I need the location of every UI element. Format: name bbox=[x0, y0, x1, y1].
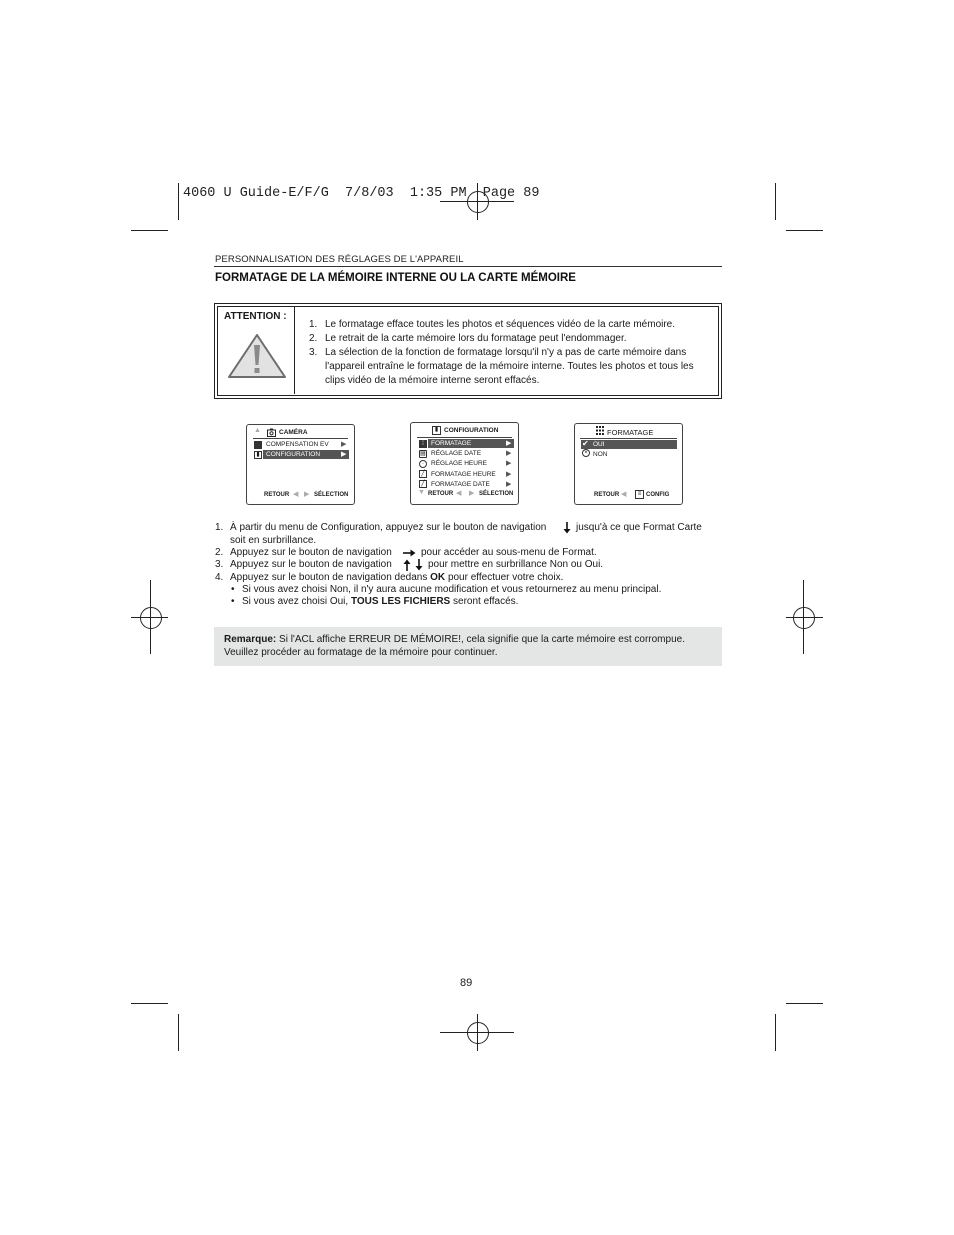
attention-divider bbox=[294, 307, 295, 394]
crop-mark bbox=[131, 230, 168, 231]
screen-separator bbox=[417, 437, 512, 438]
time-format-icon: ╱ bbox=[419, 470, 427, 478]
nav-up-icon: ▲ bbox=[254, 427, 261, 434]
menu-item-formatage-heure[interactable]: FORMATAGE HEURE bbox=[431, 471, 496, 478]
footer-back[interactable]: RETOUR bbox=[594, 492, 620, 498]
screen-title: CAMÉRA bbox=[279, 429, 308, 436]
step-number: 4. bbox=[215, 572, 224, 583]
nav-left-icon: ◀ bbox=[456, 490, 462, 497]
lcd-screen-configuration bbox=[410, 422, 519, 505]
note-line: Remarque: Si l'ACL affiche ERREUR DE MÉMOIRE!, cela signifie que la carte mémoire est corrompue. bbox=[224, 634, 685, 645]
registration-mark bbox=[140, 607, 162, 629]
menu-item-formatage[interactable]: FORMATAGE bbox=[428, 439, 514, 448]
step-text: À partir du menu de Configuration, appuyez sur le bouton de navigation bbox=[230, 522, 547, 533]
page-number: 89 bbox=[460, 977, 473, 989]
attention-item: 3. La sélection de la fonction de formatage lorsqu'il n'y a pas de carte mémoire dans l'appareil entraîne le formatage de la mémoire interne. Toutes les photos et tous les clips vidéo de la mémoire interne seront effacés. bbox=[309, 347, 694, 386]
config-icon: ▮ bbox=[432, 426, 441, 435]
arrow-right-icon: ▶ bbox=[506, 440, 512, 447]
crop-mark bbox=[178, 183, 179, 220]
clock-icon: · bbox=[419, 460, 427, 468]
footer-select[interactable]: SÉLECTION bbox=[314, 492, 349, 498]
footer-config[interactable]: CONFIG bbox=[646, 492, 670, 498]
step-text: soit en surbrillance. bbox=[230, 535, 317, 546]
attention-label: ATTENTION : bbox=[224, 311, 287, 322]
step-text: jusqu'à ce que Format Carte bbox=[576, 522, 702, 533]
step-text: Appuyez sur le bouton de navigation dedans OK pour effectuer votre choix. bbox=[230, 572, 564, 583]
attention-list bbox=[309, 318, 704, 388]
arrow-right-icon: ▶ bbox=[506, 481, 512, 488]
nav-down-icon: ▼ bbox=[418, 489, 425, 496]
running-head: PERSONNALISATION DES RÉGLAGES DE L'APPAREIL bbox=[215, 254, 464, 265]
menu-icon: ≡ bbox=[635, 490, 644, 499]
section-title: FORMATAGE DE LA MÉMOIRE INTERNE OU LA CARTE MÉMOIRE bbox=[215, 272, 576, 284]
arrow-up-icon bbox=[403, 559, 411, 571]
bullet-icon: • bbox=[231, 584, 235, 595]
crop-mark bbox=[775, 183, 776, 220]
arrow-right-icon: ▶ bbox=[506, 450, 512, 457]
note-line: Veuillez procéder au formatage de la mémoire pour continuer. bbox=[224, 647, 498, 658]
menu-item-compensation-ev[interactable]: COMPENSATION EV bbox=[266, 441, 329, 448]
screen-title: FORMATAGE bbox=[607, 428, 654, 437]
crop-mark bbox=[178, 1014, 179, 1051]
date-format-icon: ╱ bbox=[419, 480, 427, 488]
menu-item-configuration[interactable]: CONFIGURATION bbox=[263, 450, 349, 459]
step-text: Appuyez sur le bouton de navigation bbox=[230, 559, 392, 570]
screen-title: CONFIGURATION bbox=[444, 427, 499, 434]
step-number: 3. bbox=[215, 559, 224, 570]
cancel-icon: × bbox=[582, 449, 590, 457]
registration-mark bbox=[467, 1022, 489, 1044]
printer-slug: 4060 U Guide-E/F/G 7/8/03 1:35 PM Page 89 bbox=[183, 186, 540, 201]
screen-separator bbox=[580, 438, 677, 439]
camera-icon bbox=[267, 428, 276, 437]
arrow-right-icon: ▶ bbox=[506, 460, 512, 467]
footer-select[interactable]: SÉLECTION bbox=[479, 491, 514, 497]
bullet-text: Si vous avez choisi Non, il n'y aura aucune modification et vous retournerez au menu principal. bbox=[242, 584, 662, 595]
option-non[interactable]: NON bbox=[593, 451, 608, 458]
calendar-icon: ▤ bbox=[420, 451, 426, 457]
step-text: pour accéder au sous-menu de Format. bbox=[421, 547, 597, 558]
note-label: Remarque: bbox=[224, 634, 277, 645]
crop-mark bbox=[786, 1003, 823, 1004]
step-number: 2. bbox=[215, 547, 224, 558]
crop-mark bbox=[775, 1014, 776, 1051]
crop-mark bbox=[786, 230, 823, 231]
footer-back[interactable]: RETOUR bbox=[264, 492, 290, 498]
header-rule bbox=[214, 266, 722, 267]
arrow-down-icon bbox=[415, 559, 423, 571]
menu-item-reglage-date[interactable]: RÉGLAGE DATE bbox=[431, 450, 482, 457]
checkmark-icon: ✔ bbox=[582, 439, 589, 448]
arrow-right-icon: ▶ bbox=[506, 471, 512, 478]
bullet-icon: • bbox=[231, 596, 235, 607]
attention-item: 2. Le retrait de la carte mémoire lors du formatage peut l'endommager. bbox=[309, 333, 627, 344]
step-text: Appuyez sur le bouton de navigation bbox=[230, 547, 392, 558]
ev-icon bbox=[254, 441, 262, 449]
lcd-screen-camera bbox=[246, 424, 355, 505]
screen-separator bbox=[253, 438, 348, 439]
footer-back[interactable]: RETOUR bbox=[428, 491, 454, 497]
step-number: 1. bbox=[215, 522, 224, 533]
arrow-right-icon bbox=[403, 549, 416, 557]
warning-triangle-icon bbox=[227, 333, 287, 379]
attention-item: 1. Le formatage efface toutes les photos et séquences vidéo de la carte mémoire. bbox=[309, 319, 676, 330]
bullet-text: Si vous avez choisi Oui, TOUS LES FICHIERS seront effacés. bbox=[242, 596, 519, 607]
arrow-right-icon: ▶ bbox=[341, 451, 347, 458]
lcd-screen-formatage bbox=[574, 423, 683, 505]
nav-right-icon: ▶ bbox=[304, 491, 310, 498]
step-text: pour mettre en surbrillance Non ou Oui. bbox=[428, 559, 604, 570]
nav-right-icon: ▶ bbox=[469, 490, 475, 497]
nav-left-icon: ◀ bbox=[621, 491, 627, 498]
registration-mark bbox=[793, 607, 815, 629]
format-icon bbox=[596, 426, 604, 435]
arrow-right-icon: ▶ bbox=[341, 441, 347, 448]
option-oui[interactable]: OUI bbox=[581, 440, 677, 449]
config-icon: ▮ bbox=[254, 451, 262, 459]
format-icon: ⁞ bbox=[419, 440, 427, 448]
note-box bbox=[214, 627, 722, 666]
menu-item-formatage-date[interactable]: FORMATAGE DATE bbox=[431, 481, 490, 488]
menu-item-reglage-heure[interactable]: RÉGLAGE HEURE bbox=[431, 460, 487, 467]
arrow-down-icon bbox=[563, 522, 571, 534]
nav-left-icon: ◀ bbox=[293, 491, 299, 498]
crop-mark bbox=[131, 1003, 168, 1004]
